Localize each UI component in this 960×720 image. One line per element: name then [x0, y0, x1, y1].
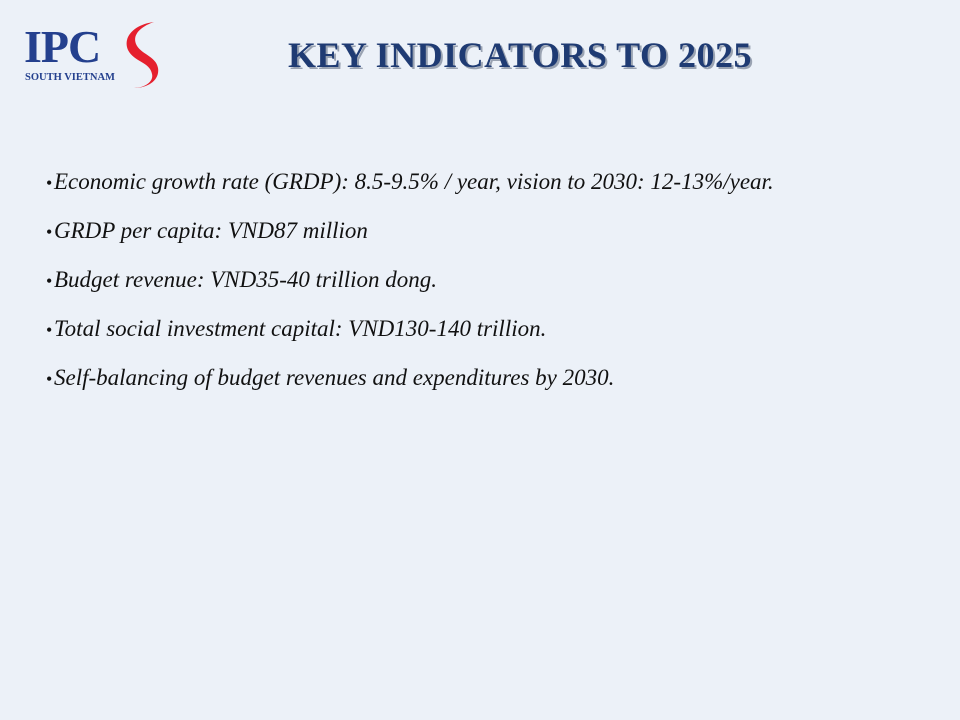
indicator-list [46, 168, 926, 413]
ipcs-logo-graphic [24, 18, 164, 90]
bullet-dot-icon: • [46, 369, 53, 389]
ipcs-logo [24, 18, 164, 90]
logo-swoosh-icon [127, 22, 159, 88]
indicator-text: GRDP per capita: VND87 million [54, 218, 368, 243]
logo-subtitle: SOUTH VIETNAM [25, 72, 115, 83]
slide-title: KEY INDICATORS TO 2025 [287, 35, 753, 75]
indicator-text: Budget revenue: VND35-40 trillion dong. [54, 267, 438, 292]
indicator-item [46, 315, 926, 344]
indicator-item [46, 364, 926, 393]
logo-letters: IPC [24, 21, 101, 72]
indicator-item [46, 266, 926, 295]
bullet-dot-icon: • [46, 320, 53, 340]
indicator-text: Self-balancing of budget revenues and expenditures by 2030. [54, 365, 615, 390]
bullet-dot-icon: • [46, 173, 53, 193]
indicator-text: Total social investment capital: VND130-140 trillion. [54, 316, 547, 341]
indicator-item [46, 217, 926, 246]
bullet-dot-icon: • [46, 271, 53, 291]
indicator-text: Economic growth rate (GRDP): 8.5-9.5% / year, vision to 2030: 12-13%/year. [54, 169, 774, 194]
bullet-dot-icon: • [46, 222, 53, 242]
indicator-item [46, 168, 926, 197]
